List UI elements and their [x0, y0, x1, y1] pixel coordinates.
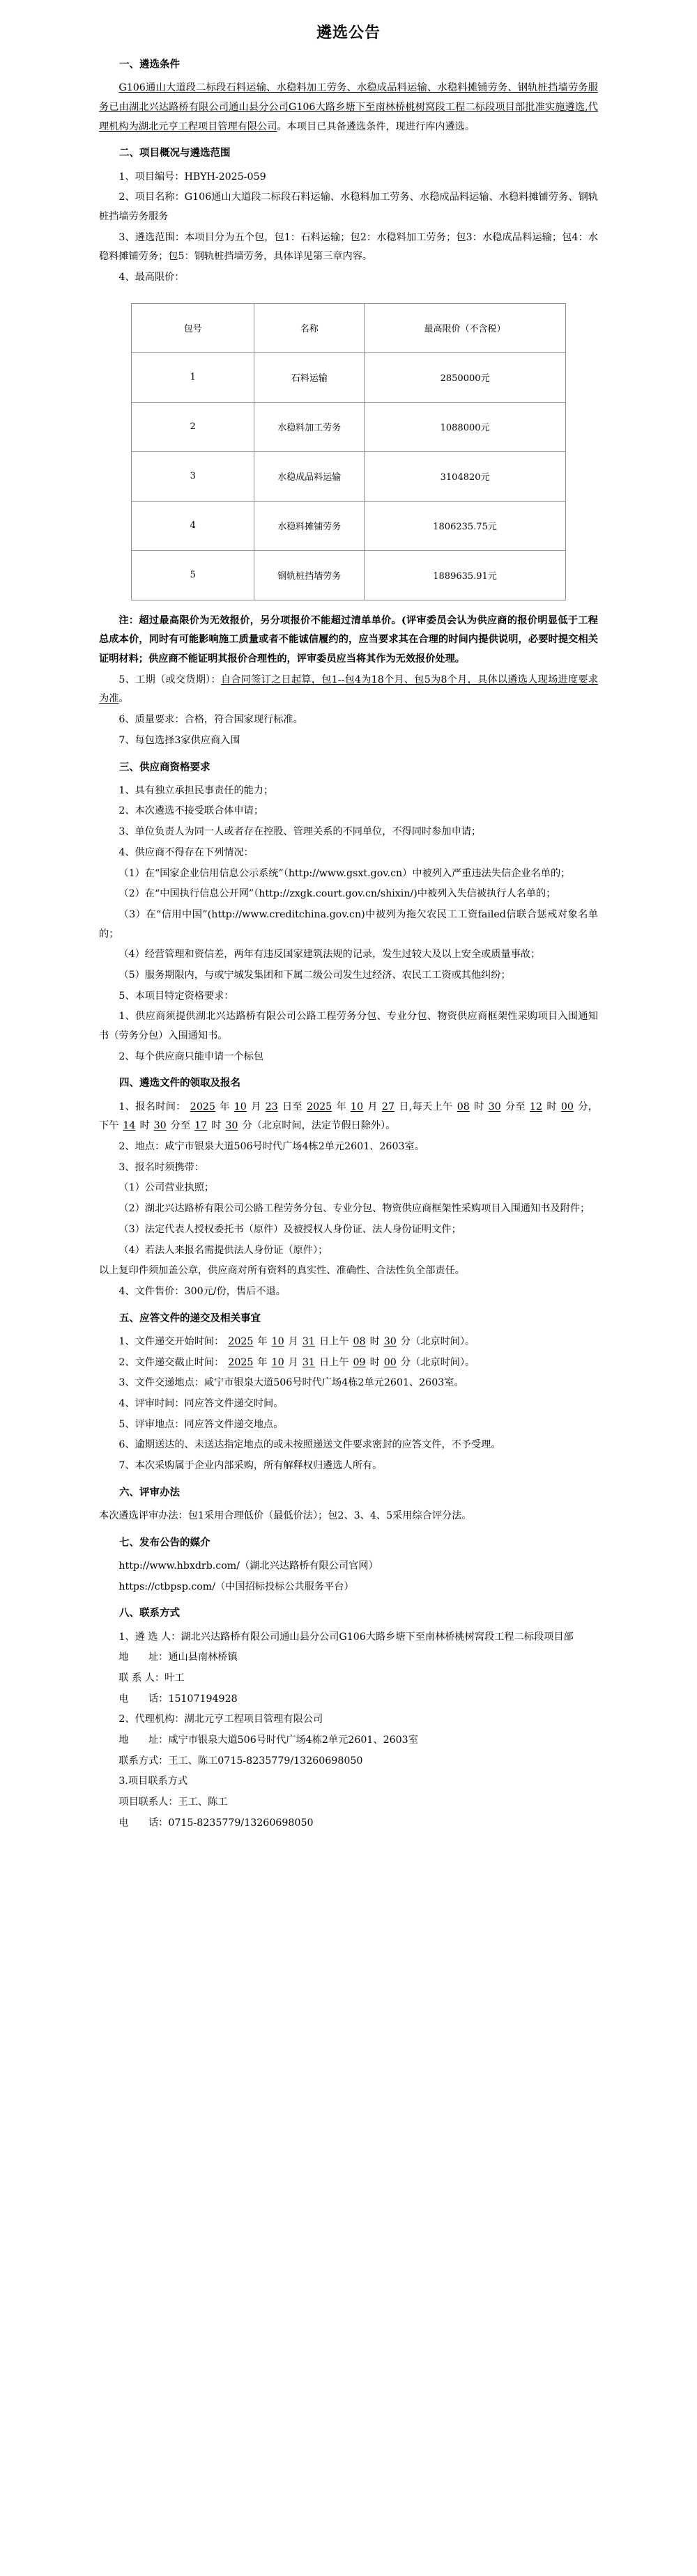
- cell-package-no: 5: [132, 550, 254, 600]
- reg-year-to: 2025: [307, 1101, 332, 1112]
- selector-entity: [99, 1628, 598, 1647]
- section-heading-2: 二、项目概况与遴选范围: [119, 147, 231, 160]
- submission-start-hour: 08: [353, 1335, 366, 1347]
- price-limit-table-head: [132, 303, 566, 352]
- selector-address-label: 地 址：: [118, 1652, 169, 1663]
- project-contact-person: [99, 1793, 598, 1813]
- selector-phone-label: 电 话：: [118, 1693, 169, 1705]
- qualification-item-2: 2、本次遴选不接受联合体申请；: [118, 805, 264, 817]
- registration-documents-label: 3、报名时须携带：: [118, 1161, 204, 1173]
- selector-contact-person: [99, 1669, 598, 1689]
- table-row: [132, 402, 566, 451]
- cell-package-no: 2: [132, 402, 254, 451]
- reg-am-min-to: 00: [560, 1101, 574, 1112]
- submission-end-min: 00: [383, 1356, 397, 1368]
- document-body: [99, 0, 598, 1918]
- cell-package-price: 1806235.75元: [365, 501, 566, 550]
- section-heading-1: 一、遴选条件: [119, 59, 180, 70]
- section-1-underlined-text: G106通山大道段二标段石料运输、水稳料加工劳务、水稳成品料运输、水稳料摊铺劳务、钢轨桩挡墙劳务服务已由湖北兴达路桥有限公司通山县分公司G106大路乡塘下至南林桥桃树窝段工程二标段项目部批准实施遴选,代理机构为湖北元亨工程项目管理有限公司: [99, 82, 598, 132]
- submission-location: 3、文件交递地点：咸宁市银泉大道506号时代广场4栋2单元2601、2603室。: [118, 1377, 464, 1389]
- cell-package-name: 水稳料摊铺劳务: [254, 501, 365, 550]
- reg-am-min-from: 30: [488, 1101, 501, 1112]
- project-contact-value: 王工、陈工: [178, 1797, 228, 1808]
- section-1-paragraph: [99, 79, 598, 137]
- project-phone-value: 0715-8235779/13260698050: [168, 1817, 314, 1829]
- qualification-item-3: 3、单位负责人为同一人或者存在控股、管理关系的不同单位，不得同时参加申请；: [118, 826, 482, 838]
- project-phone: [99, 1814, 598, 1833]
- submission-end-time: 2、文件递交截止时间： 2025 年 10 月 31 日上午 09 时 00 分（北京时间）。: [118, 1356, 475, 1368]
- publication-url-2-link[interactable]: https://ctbpsp.com/: [118, 1581, 216, 1592]
- page-bottom-spacer: [99, 1834, 598, 1918]
- late-submission-rule: 6、逾期送达的、未送达指定地点的或未按照递送文件要求密封的应答文件，不予受理。: [118, 1439, 501, 1451]
- cell-package-name: 水稳料加工劳务: [254, 402, 365, 451]
- agency-contact-label: 联系方式：: [118, 1755, 169, 1767]
- reg-pm-min-from: 30: [153, 1120, 167, 1132]
- qualification-item-5: 5、本项目特定资格要求：: [118, 990, 234, 1002]
- reg-pm-hour-to: 17: [194, 1120, 208, 1132]
- max-price-note: 注：超过最高限价为无效报价，另分项报价不能超过清单单价。(评审委员会认为供应商的报价明显低于工程总成本价，同时有可能影响施工质量或者不能诚信履约的，应当要求其在合理的时间内提供说明，必要时提交相关证明材料；供应商不能证明其报价合理性的，评审委员应当将其作为无效报价处理。: [99, 614, 598, 665]
- registration-location: 2、地点：咸宁市银泉大道506号时代广场4栋2单元2601、2603室。: [118, 1141, 424, 1153]
- reg-pm-hour-from: 14: [123, 1120, 136, 1132]
- publication-url-1-link[interactable]: http://www.hbxdrb.com/: [118, 1560, 240, 1572]
- qualification-item-4-4: （4）经营管理和资信差，两年有违反国家建筑法规的记录，发生过较大及以上安全或质量事故；: [118, 949, 541, 961]
- selector-address: [99, 1648, 598, 1668]
- selector-phone-value: 15107194928: [168, 1693, 238, 1705]
- submission-start-day: 31: [302, 1335, 315, 1347]
- project-phone-label: 电 话：: [118, 1817, 169, 1829]
- section-heading-4: 四、遴选文件的领取及报名: [119, 1077, 240, 1089]
- registration-document-1: （1）公司营业执照；: [118, 1182, 215, 1194]
- submission-start-min: 30: [383, 1335, 397, 1347]
- price-limit-table: [131, 303, 566, 600]
- registration-document-note: 以上复印件须加盖公章，供应商对所有资料的真实性、准确性、合法性负全部责任。: [99, 1265, 465, 1277]
- max-price-label: 4、最高限价：: [118, 272, 185, 284]
- submission-start-year: 2025: [228, 1335, 254, 1347]
- reg-month-to: 10: [351, 1101, 364, 1112]
- selector-address-value: 通山县南林桥镇: [168, 1652, 238, 1663]
- cell-package-name: 石料运输: [254, 352, 365, 402]
- reg-pm-min-to: 30: [225, 1120, 238, 1132]
- submission-start-time: 1、文件递交开始时间： 2025 年 10 月 31 日上午 08 时 30 分（北京时间）。: [118, 1335, 475, 1347]
- table-row: [132, 501, 566, 550]
- construction-period-tail: 。: [118, 693, 129, 705]
- qualification-item-4-3: （3）在“信用中国”(http://www.creditchina.gov.cn)中被列为拖欠农民工工资failed信联合惩戒对象名单的；: [99, 908, 598, 940]
- selector-entity-value: 湖北兴达路桥有限公司通山县分公司G106大路乡塘下至南林桥桃树窝段工程二标段项目部: [181, 1631, 574, 1643]
- project-contact-heading: 3.项目联系方式: [118, 1776, 188, 1787]
- cell-package-price: 1088000元: [365, 402, 566, 451]
- project-name: 2、项目名称：G106通山大道段二标段石料运输、水稳料加工劳务、水稳成品料运输、水稳料摊铺劳务、钢轨桩挡墙劳务服务: [99, 192, 598, 222]
- cell-package-name: 水稳成品料运输: [254, 451, 365, 501]
- submission-end-hour: 09: [353, 1356, 366, 1368]
- section-heading-5: 五、应答文件的递交及相关事宜: [119, 1312, 261, 1324]
- agency-name: 2、代理机构：湖北元亨工程项目管理有限公司: [118, 1714, 323, 1725]
- agency-contact-value: 王工、陈工0715-8235779/13260698050: [168, 1755, 363, 1767]
- column-header-package-no: 包号: [132, 303, 254, 352]
- reg-am-hour-to: 12: [530, 1101, 543, 1112]
- selection-scope: 3、遴选范围：本项目分为五个包，包1：石料运输；包2：水稳料加工劳务；包3：水稳成品料运输；包4：水稳料摊铺劳务；包5：钢轨桩挡墙劳务，具体详见第三章内容。: [99, 231, 598, 263]
- reg-month-from: 10: [233, 1101, 247, 1112]
- table-header-row: [132, 303, 566, 352]
- agency-address: [99, 1731, 598, 1751]
- submission-start-month: 10: [271, 1335, 284, 1347]
- publication-url-1-note: （湖北兴达路桥有限公司官网）: [240, 1560, 378, 1572]
- qualification-item-4-5: （5）服务期限内，与或宁城发集团和下属二级公司发生过经济、农民工工资或其他纠纷；: [118, 969, 511, 981]
- qualification-item-5-2: 2、每个供应商只能申请一个标包: [118, 1050, 264, 1062]
- publication-url-2: [99, 1578, 598, 1597]
- reg-day-to: 27: [381, 1101, 395, 1112]
- section-heading-8: 八、联系方式: [119, 1607, 180, 1620]
- registration-time: 1、报名时间： 2025 年 10 月 23 日至 2025 年 10 月 27 日,每天上午 08 时 30 分至 12 时 00 分，下午 14 时 30 分至 17 时 30 分（北京时间，法定节假日除外）。: [99, 1101, 598, 1132]
- review-time: 4、评审时间：同应答文件递交时间。: [118, 1397, 284, 1409]
- submission-end-year: 2025: [228, 1356, 254, 1368]
- section-heading-6: 六、评审办法: [119, 1486, 180, 1498]
- quality-requirement: 6、质量要求：合格，符合国家现行标准。: [118, 714, 303, 726]
- qualification-item-4-2: （2）在“中国执行信息公开网”（http://zxgk.court.gov.cn/shixin/)中被列入失信被执行人名单的；: [118, 888, 556, 900]
- registration-document-4: （4）若法人来报名需提供法人身份证（原件）；: [118, 1244, 328, 1256]
- review-location: 5、评审地点：同应答文件递交地点。: [118, 1418, 284, 1430]
- submission-start-label: 1、文件递交开始时间：: [118, 1335, 224, 1347]
- construction-period-label: 5、工期（或交货期）：: [118, 674, 221, 685]
- selector-entity-label: 1、遴 选 人：: [118, 1631, 181, 1643]
- agency-address-value: 咸宁市银泉大道506号时代广场4栋2单元2601、2603室: [168, 1734, 418, 1746]
- registration-document-3: （3）法定代表人授权委托书（原件）及被授权人身份证、法人身份证明文件；: [118, 1223, 461, 1235]
- cell-package-no: 4: [132, 501, 254, 550]
- column-header-max-price: 最高限价（不含税）: [365, 303, 566, 352]
- publication-url-2-note: （中国招标投标公共服务平台）: [215, 1581, 354, 1592]
- selector-phone: [99, 1690, 598, 1709]
- cell-package-price: 1889635.91元: [365, 550, 566, 600]
- registration-document-2: （2）湖北兴达路桥有限公司公路工程劳务分包、专业分包、物资供应商框架性采购项目入围通知书及附件；: [118, 1203, 590, 1215]
- qualification-item-5-1: 1、供应商须提供湖北兴达路桥有限公司公路工程劳务分包、专业分包、物资供应商框架性采购项目入围通知书（劳务分包）入围通知书。: [99, 1011, 598, 1042]
- cell-package-no: 1: [132, 352, 254, 402]
- agency-address-label: 地 址：: [118, 1734, 169, 1746]
- table-row: [132, 550, 566, 600]
- table-row: [132, 451, 566, 501]
- price-limit-table-body: [132, 352, 566, 600]
- cell-package-price: 3104820元: [365, 451, 566, 501]
- submission-end-month: 10: [271, 1356, 284, 1368]
- cell-package-no: 3: [132, 451, 254, 501]
- project-number: 1、项目编号：HBYH-2025-059: [118, 171, 266, 183]
- qualification-item-1: 1、具有独立承担民事责任的能力；: [118, 784, 274, 796]
- selector-contact-value: 叶工: [164, 1672, 185, 1684]
- submission-end-label: 2、文件递交截止时间：: [118, 1356, 224, 1368]
- document-price: 4、文件售价：300元/份，售后不退。: [118, 1285, 286, 1297]
- construction-period: [99, 671, 598, 709]
- registration-time-label: 1、报名时间：: [118, 1101, 186, 1112]
- review-method: 本次遴选评审办法：包1采用合理低价（最低价法）；包2、3、4、5采用综合评分法。: [99, 1510, 472, 1521]
- submission-end-day: 31: [302, 1356, 315, 1368]
- column-header-name: 名称: [254, 303, 365, 352]
- reg-am-hour-from: 08: [457, 1101, 470, 1112]
- selector-contact-label: 联 系 人：: [118, 1672, 165, 1684]
- agency-contact: [99, 1752, 598, 1771]
- section-1-paragraph-tail: 。本项目已具备遴选条件，现进行库内遴选。: [277, 121, 475, 132]
- reg-day-from: 23: [265, 1101, 278, 1112]
- internal-procurement-note: 7、本次采购属于企业内部采购，所有解释权归遴选人所有。: [118, 1459, 383, 1471]
- qualification-item-4-1: （1）在“国家企业信用信息公示系统”（http://www.gsxt.gov.cn）中被列入严重违法失信企业名单的；: [118, 867, 571, 879]
- project-contact-label: 项目联系人：: [118, 1797, 178, 1808]
- cell-package-name: 钢轨桩挡墙劳务: [254, 550, 365, 600]
- reg-year-from: 2025: [190, 1101, 215, 1112]
- section-heading-7: 七、发布公告的媒介: [119, 1536, 210, 1549]
- page-title: 遴选公告: [316, 24, 381, 42]
- section-heading-3: 三、供应商资格要求: [119, 761, 210, 773]
- cell-package-price: 2850000元: [365, 352, 566, 402]
- qualification-item-4: 4、供应商不得存在下列情况：: [118, 846, 254, 858]
- table-row: [132, 352, 566, 402]
- publication-url-1: [99, 1557, 598, 1576]
- construction-period-value: 自合同签订之日起算，包1--包4为18个月、包5为8个月，具体以遴选人现场进度要求为准: [99, 674, 599, 705]
- supplier-shortlist-count: 7、每包选择3家供应商入围: [118, 734, 240, 746]
